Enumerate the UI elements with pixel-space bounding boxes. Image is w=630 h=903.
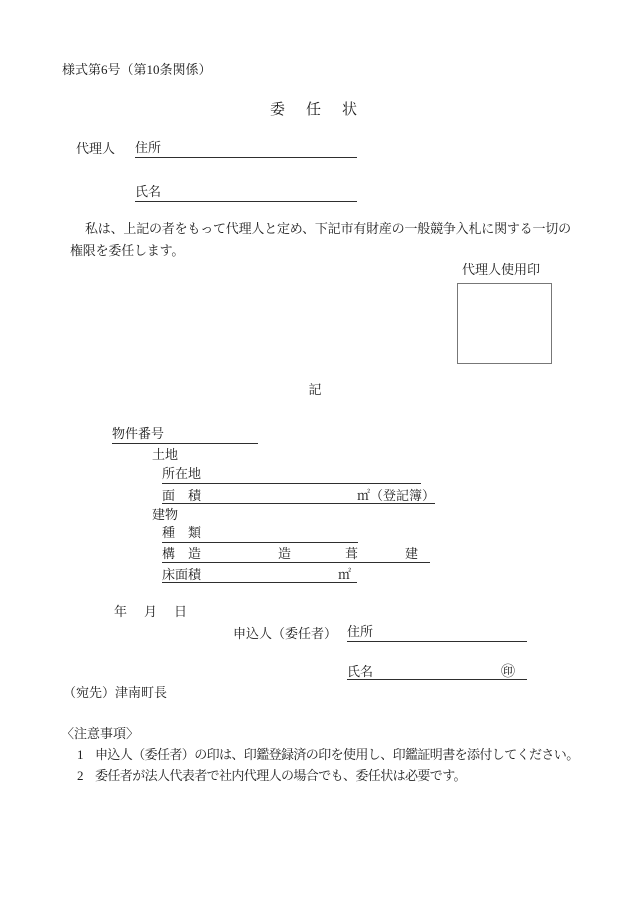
structure-buki-label: 葺 — [345, 545, 359, 561]
applicant-name-label: 氏名 — [347, 663, 374, 679]
agent-seal-caption: 代理人使用印 — [462, 262, 541, 277]
note-text: 申込人（委任者）の印は、印鑑登録済の印を使用し、印鑑証明書を添付してください。 — [95, 747, 579, 762]
structure-tate-label: 建 — [405, 545, 419, 561]
land-location-field — [162, 467, 421, 484]
seal-mark: ㊞ — [501, 665, 515, 680]
land-location-label: 所在地 — [162, 466, 202, 481]
document-title: 委 任 状 — [269, 102, 360, 118]
note-item-2 — [77, 769, 577, 784]
applicant-address-field — [347, 625, 527, 642]
land-label: 土地 — [152, 447, 179, 462]
land-area-unit: ㎡（登記簿） — [356, 487, 435, 503]
body-paragraph-line1: 私は、上記の者をもって代理人と定め、下記市有財産の一般競争入札に関する一切の — [85, 221, 571, 236]
agent-name-label: 氏名 — [135, 184, 162, 199]
agent-address-field — [135, 141, 357, 158]
addressee: （宛先）津南町長 — [63, 685, 168, 700]
floor-area-field — [162, 566, 357, 583]
applicant-name-field — [347, 663, 527, 680]
note-text: 委任者が法人代表者で社内代理人の場合でも、委任状は必要です。 — [95, 768, 466, 783]
building-structure-label: 構 造 — [162, 545, 202, 561]
land-area-label: 面 積 — [162, 487, 202, 503]
note-number: 2 — [77, 768, 84, 783]
agent-label: 代理人 — [76, 141, 116, 156]
building-type-label: 種 類 — [162, 525, 202, 540]
body-paragraph-line2: 権限を委任します。 — [70, 243, 185, 258]
building-label: 建物 — [152, 507, 179, 522]
note-number: 1 — [77, 747, 84, 762]
agent-seal-box — [457, 283, 552, 364]
land-area-field — [162, 486, 435, 504]
ki-marker: 記 — [308, 382, 322, 397]
floor-area-unit: ㎡ — [337, 566, 351, 582]
form-number: 様式第6号（第10条関係） — [62, 62, 212, 77]
applicant-address-label: 住所 — [347, 624, 374, 639]
structure-zou-label: 造 — [278, 545, 292, 561]
building-type-field — [162, 526, 358, 543]
floor-area-label: 床面積 — [162, 566, 202, 582]
property-number-label: 物件番号 — [112, 426, 165, 441]
building-structure-field — [162, 546, 430, 563]
note-item-1 — [77, 748, 577, 763]
applicant-label: 申込人（委任者） — [233, 626, 338, 641]
property-number-field — [112, 427, 258, 444]
notes-title: 〈注意事項〉 — [61, 726, 140, 741]
agent-address-label: 住所 — [135, 140, 162, 155]
date-line: 年 月 日 — [114, 604, 190, 619]
agent-name-field — [135, 185, 357, 202]
